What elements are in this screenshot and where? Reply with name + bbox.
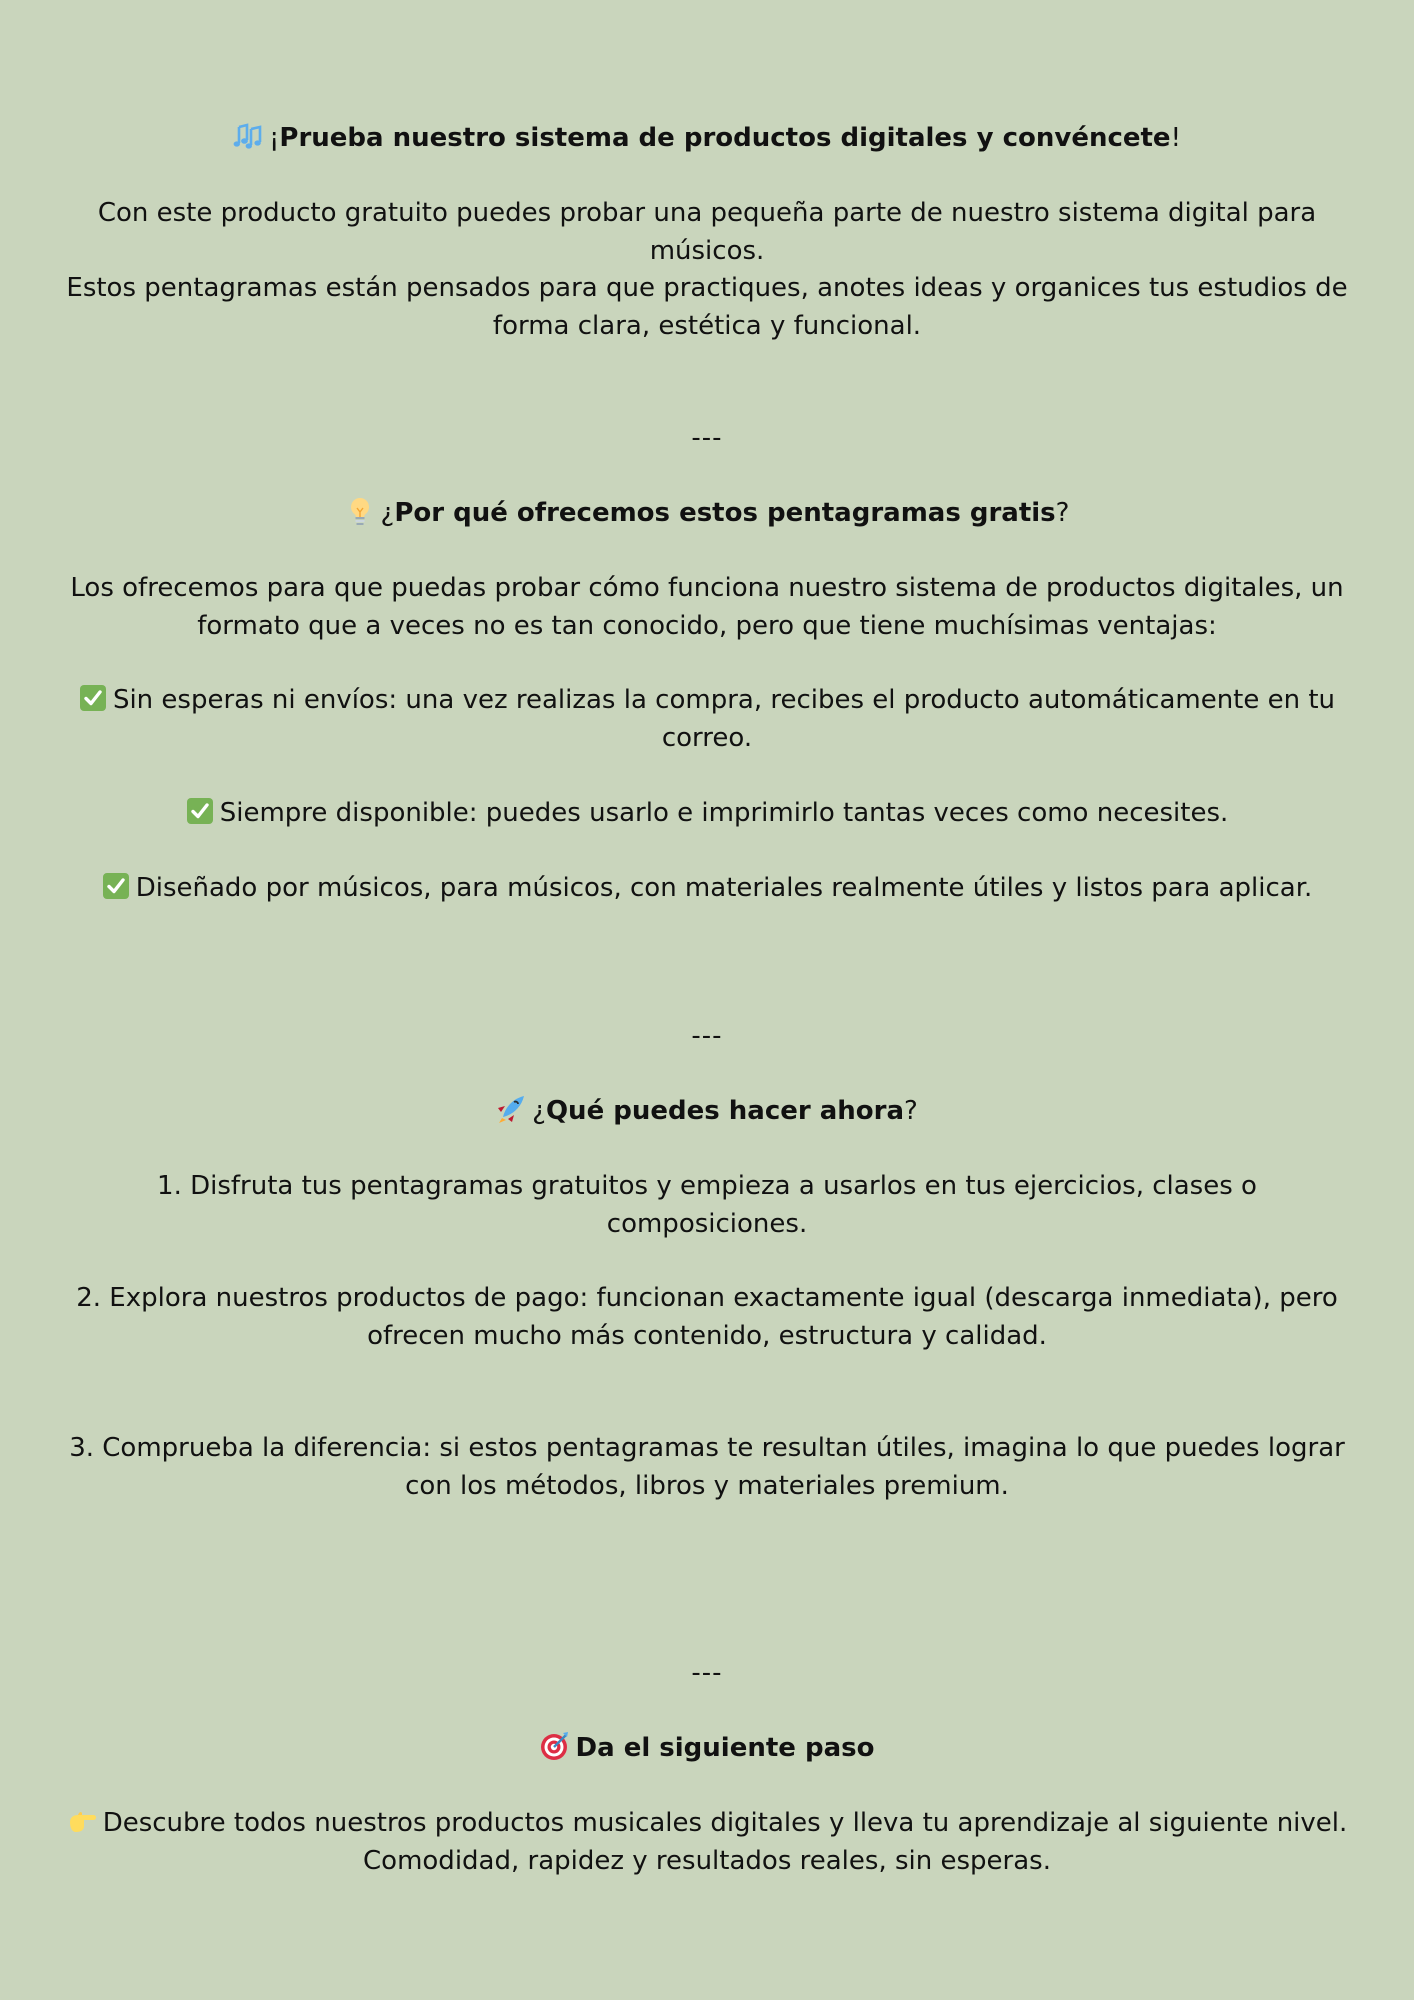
separator: --- — [691, 1021, 723, 1051]
intro-title-prefix: ¡ — [268, 123, 280, 153]
benefit-item — [60, 682, 1354, 757]
next-title-prefix: ¿ — [532, 1096, 546, 1126]
cta-paragraph — [60, 1805, 1354, 1880]
cta-line1: Descubre todos nuestros productos musicales digitales y lleva tu aprendizaje al siguiente nivel. — [102, 1808, 1348, 1838]
benefit-text: Sin esperas ni envíos: una vez realizas la compra, recibes el producto automáticamente en tu correo. — [112, 685, 1336, 753]
light-bulb-icon — [345, 496, 375, 526]
benefit-text: Diseñado por músicos, para músicos, con materiales realmente útiles y listos para aplicar. — [135, 873, 1313, 903]
intro-paragraph-line1: Con este producto gratuito puedes probar una pequeña parte de nuestro sistema digital para músicos. — [97, 198, 1317, 266]
intro-paragraph-line2: Estos pentagramas están pensados para que practiques, anotes ideas y organices tus estudios de forma clara, estética y funcional. — [66, 273, 1348, 341]
benefit-item — [60, 795, 1354, 833]
step-item: 3. Comprueba la diferencia: si estos pentagramas te resultan útiles, imagina lo que puedes lograr con los métodos, libros y materiales premium. — [69, 1433, 1345, 1501]
musical-notes-icon — [233, 121, 263, 151]
intro-paragraph — [60, 195, 1354, 345]
check-mark-icon — [79, 684, 107, 712]
step-item: 1. Disfruta tus pentagramas gratuitos y empieza a usarlos en tus ejercicios, clases o composiciones. — [157, 1171, 1257, 1239]
intro-heading — [60, 120, 1354, 158]
pointing-hand-icon — [67, 1806, 97, 1836]
separator: --- — [691, 423, 723, 453]
benefit-item — [60, 870, 1354, 908]
next-title-suffix: ? — [904, 1096, 918, 1126]
direct-hit-target-icon — [540, 1731, 570, 1761]
intro-title: Prueba nuestro sistema de productos digitales y convéncete — [279, 123, 1171, 153]
intro-title-suffix: ! — [1170, 123, 1182, 153]
cta-line2: Comodidad, rapidez y resultados reales, sin esperas. — [363, 1845, 1051, 1876]
benefit-text: Siempre disponible: puedes usarlo e imprimirlo tantas veces como necesites. — [219, 798, 1229, 828]
step-item: 2. Explora nuestros productos de pago: funcionan exactamente igual (descarga inmediata), pero ofrecen mucho más contenido, estructura y calidad. — [76, 1283, 1338, 1351]
check-mark-icon — [102, 872, 130, 900]
next-heading — [60, 1093, 1354, 1131]
why-title: Por qué ofrecemos estos pentagramas gratis — [394, 498, 1056, 528]
why-title-suffix: ? — [1055, 498, 1070, 528]
why-title-prefix: ¿ — [380, 498, 395, 528]
cta-title: Da el siguiente paso — [575, 1733, 875, 1763]
separator: --- — [691, 1658, 723, 1688]
why-heading — [60, 495, 1354, 533]
check-mark-icon — [186, 797, 214, 825]
next-title: Qué puedes hacer ahora — [545, 1096, 905, 1126]
why-paragraph: Los ofrecemos para que puedas probar cómo funciona nuestro sistema de productos digitales, un formato que a veces no es tan conocido, pero que tiene muchísimas ventajas: — [70, 573, 1344, 641]
rocket-icon — [496, 1094, 526, 1124]
cta-heading — [60, 1730, 1354, 1768]
